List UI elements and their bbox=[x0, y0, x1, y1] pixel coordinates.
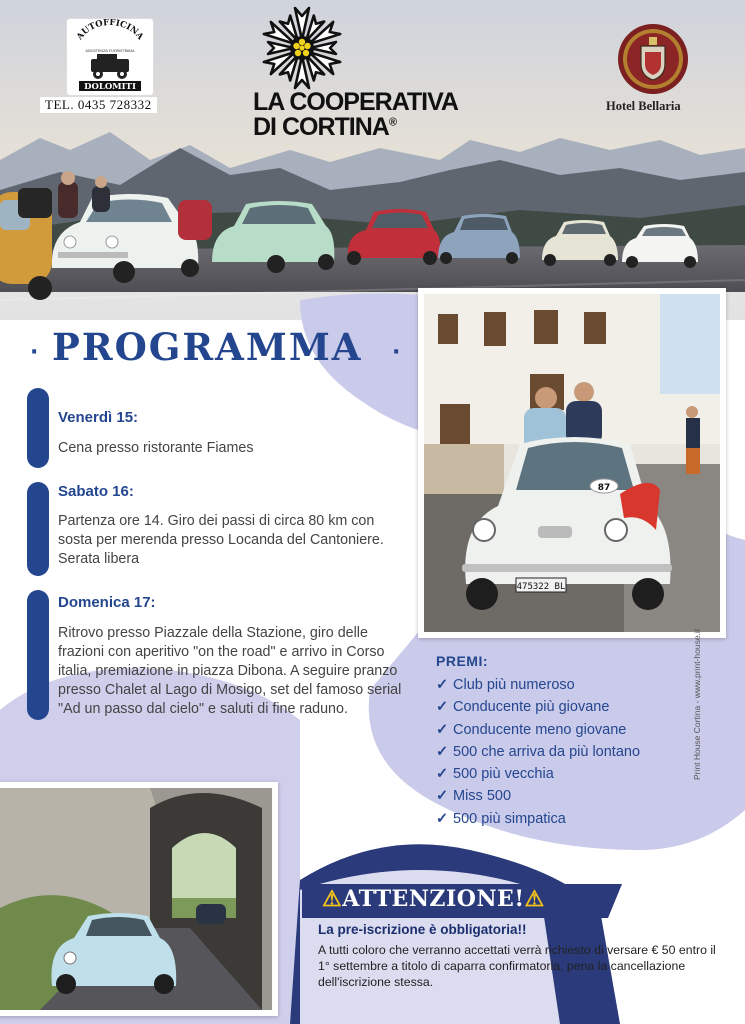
phone-number: TEL. 0435 728332 bbox=[40, 97, 157, 113]
attenzione-title bbox=[322, 886, 545, 912]
premi-item-label: Conducente meno giovane bbox=[453, 721, 627, 738]
license-plate: 475322 BL bbox=[516, 582, 566, 592]
photo-couple-fiat500 bbox=[418, 288, 726, 638]
programma-title: PROGRAMMA bbox=[52, 325, 363, 369]
day-3-text: Ritrovo presso Piazzale della Stazione, giro delle frazioni con aperitivo "on the road" e arrivo in Corso italia, premiazione in piazza Dibona. A seguire pranzo presso Chalet al Lago di Mosigo, set del famoso serial "Ad un passo dal cielo" e saluti di fine raduno. bbox=[58, 625, 402, 717]
photo-tunnel-fiat500-image bbox=[0, 788, 272, 1010]
premi-item-label: Miss 500 bbox=[453, 788, 512, 805]
day-marker-1 bbox=[27, 388, 49, 468]
check-icon: ✓ bbox=[436, 743, 449, 760]
day-2-text: Partenza ore 14. Giro dei passi di circa 80 km con sosta per merenda presso Locanda del Cantoniere. Serata libera bbox=[58, 513, 384, 567]
attenzione-title-text: ATTENZIONE! bbox=[342, 886, 525, 912]
autofficina-inner-text: ASSISTENZA FUORISTRADA bbox=[85, 49, 135, 53]
autofficina-bottom-text: DOLOMITI bbox=[84, 82, 136, 92]
attenzione-body: A tutti coloro che verranno accettati verrà richiesto di versare € 50 entro il 1° settembre a titolo di caparra confirmatoria, pena la cancellazione dell'iscrizione stessa. bbox=[318, 943, 716, 989]
warning-icon: ⚠ bbox=[322, 886, 343, 912]
photo-tunnel-fiat500 bbox=[0, 782, 278, 1016]
print-credit: Print House Cortina - www.print-house.it bbox=[692, 628, 702, 780]
brand-name-line1: LA COOPERATIVA bbox=[253, 88, 458, 116]
day-3-title: Domenica 17: bbox=[58, 594, 156, 611]
hotel-name: Hotel Bellaria bbox=[606, 99, 681, 113]
day-1-text: Cena presso ristorante Fiames bbox=[58, 440, 254, 456]
warning-icon: ⚠ bbox=[524, 886, 545, 912]
hotel-crest-icon bbox=[616, 22, 690, 96]
premi-item-label: Club più numeroso bbox=[453, 677, 575, 693]
edelweiss-icon bbox=[252, 2, 352, 94]
day-marker-3 bbox=[27, 590, 49, 720]
premi-item bbox=[436, 699, 640, 721]
check-icon: ✓ bbox=[436, 766, 449, 783]
premi-item bbox=[436, 811, 640, 833]
premi-item-label: 500 più simpatica bbox=[453, 810, 566, 827]
autofficina-logo bbox=[66, 18, 154, 96]
svg-text:AUTOFFICINA bbox=[74, 19, 145, 43]
premi-item-label: 500 più vecchia bbox=[453, 766, 554, 783]
brand-name-line2 bbox=[253, 115, 396, 140]
title-dot-right: · bbox=[392, 340, 401, 365]
check-icon: ✓ bbox=[436, 788, 449, 805]
day-marker-2 bbox=[27, 482, 49, 576]
door-number: 87 bbox=[597, 483, 611, 493]
autofficina-arc-text: AUTOFFICINA bbox=[74, 19, 146, 42]
day-1-title: Venerdì 15: bbox=[58, 409, 139, 426]
premi-item bbox=[436, 744, 640, 766]
premi-title: PREMI: bbox=[436, 653, 488, 669]
premi-item bbox=[436, 722, 640, 744]
check-icon: ✓ bbox=[436, 677, 449, 693]
premi-item bbox=[436, 677, 640, 699]
check-icon: ✓ bbox=[436, 810, 449, 827]
premi-item bbox=[436, 766, 640, 788]
registered-mark: ® bbox=[388, 116, 396, 129]
check-icon: ✓ bbox=[436, 721, 449, 738]
check-icon: ✓ bbox=[436, 699, 449, 716]
brand-name-line2-text: DI CORTINA bbox=[253, 113, 389, 141]
premi-item bbox=[436, 788, 640, 810]
premi-item-label: Conducente più giovane bbox=[453, 699, 610, 716]
day-2-title: Sabato 16: bbox=[58, 483, 134, 500]
premi-item-label: 500 che arriva da più lontano bbox=[453, 743, 641, 760]
car-red-small bbox=[178, 200, 212, 240]
attenzione-subtitle: La pre-iscrizione è obbligatoria!! bbox=[318, 922, 527, 937]
premi-list bbox=[436, 677, 640, 833]
photo-couple-fiat500-image bbox=[424, 294, 720, 632]
title-dot-left: · bbox=[30, 340, 39, 365]
